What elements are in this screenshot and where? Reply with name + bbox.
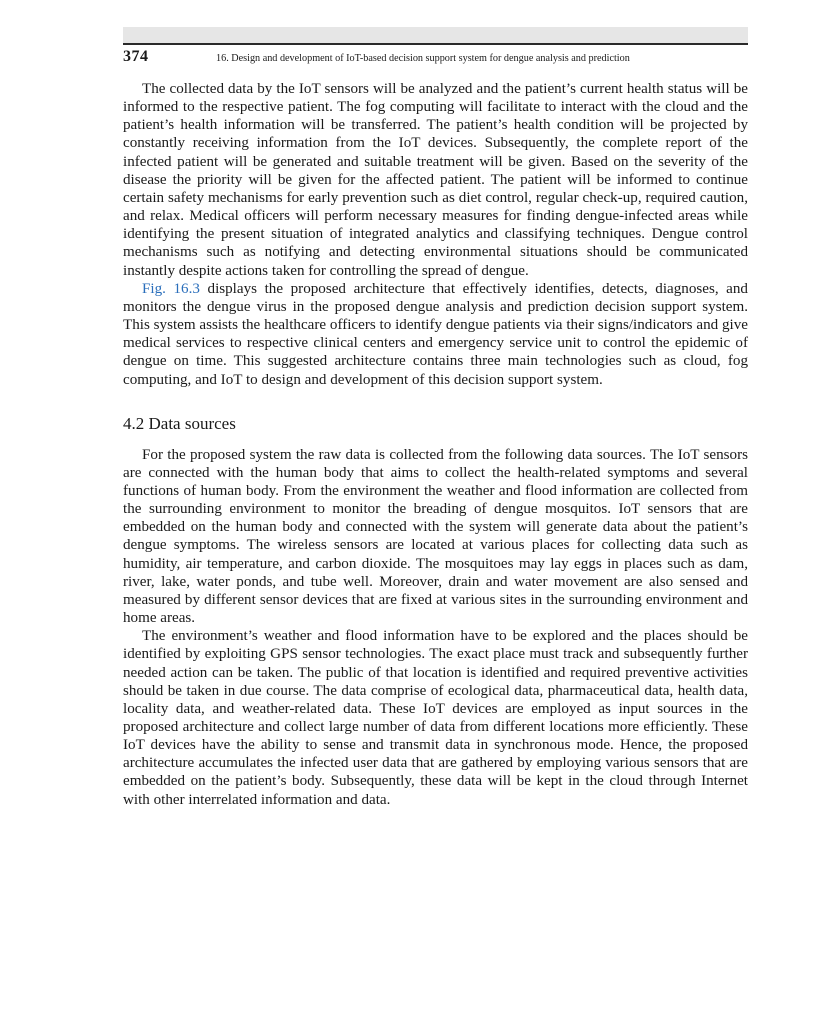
- section-title: Data sources: [148, 413, 236, 433]
- paragraph-2: [123, 280, 748, 389]
- figure-link[interactable]: Fig. 16.3: [142, 280, 200, 297]
- paragraph-4: The environment’s weather and flood information have to be explored and the places should be identified by exploiting GPS sensor technologies. The exact place must track and subsequently further needed action can be taken. The public of that location is identified and required preventive activities should be taken in due course. The data comprise of ecological data, pharmaceutical data, health data, locality data, and weather-related data. These IoT devices are employed as input sources in the proposed architecture and collect large number of data from different locations more efficiently. These IoT devices have the ability to sense and transmit data in synchronous mode. Hence, the proposed architecture accumulates the infected user data that are gathered by employing various sensors that are embedded on the patient’s body. Subsequently, these data will be kept in the cloud through Internet with other interrelated information and data.: [123, 628, 748, 808]
- header-rule: [123, 43, 748, 45]
- section-heading: [123, 414, 748, 434]
- body-text: [123, 80, 748, 809]
- page-number: 374: [123, 48, 149, 65]
- paragraph-3: For the proposed system the raw data is collected from the following data sources. The IoT sensors are connected with the human body that aims to collect the health-related symptoms and several functions of human body. From the environment the weather and flood information are collected from the surrounding environment to monitor the breading of dengue mosquitos. IoT sensors that are embedded on the human body and connected with the system will generate data about the patient’s dengue symptoms. The wireless sensors are located at various places for collecting data such as humidity, air temperature, and carbon dioxide. The mosquitoes may lay eggs in places such as dam, river, lake, water ponds, and tube well. Moreover, drain and water movement are also sensed and measured by different sensor devices that are fixed at various sites in the surrounding environment and home areas.: [123, 446, 748, 627]
- section-number: 4.2: [123, 413, 145, 433]
- paragraph-2-text: displays the proposed architecture that effectively identifies, detects, diagnoses, and monitors the dengue virus in the proposed dengue analysis and prediction decision support system. This system assists the healthcare officers to identify dengue patients via their signs/indicators and give medical services to respective clinical centers and emergency service unit to control the epidemic of dengue on time. This suggested architecture contains three main technologies such as cloud, fog computing, and IoT to design and development of this decision support system.: [123, 280, 748, 388]
- header-band: [123, 27, 748, 43]
- running-head: 16. Design and development of IoT-based decision support system for dengue analysis and prediction: [216, 53, 630, 64]
- paragraph-1: The collected data by the IoT sensors will be analyzed and the patient’s current health status will be informed to the respective patient. The fog computing will facilitate to interact with the cloud and the patient’s health information will be transferred. The patient’s health condition will be projected by constantly receiving information from the IoT devices. Subsequently, the complete report of the infected patient will be generated and suitable treatment will be given. Based on the severity of the disease the priority will be given for the affected patient. The patient will be informed to continue certain safety mechanisms for early prevention such as diet control, regular check-up, required caution, and relax. Medical officers will perform necessary measures for finding dengue-infected areas while identifying the present situation of integrated analytics and classifying techniques. Dengue control mechanisms such as notifying and detecting environmental situations should be communicated instantly despite actions taken for controlling the spread of dengue.: [123, 81, 748, 279]
